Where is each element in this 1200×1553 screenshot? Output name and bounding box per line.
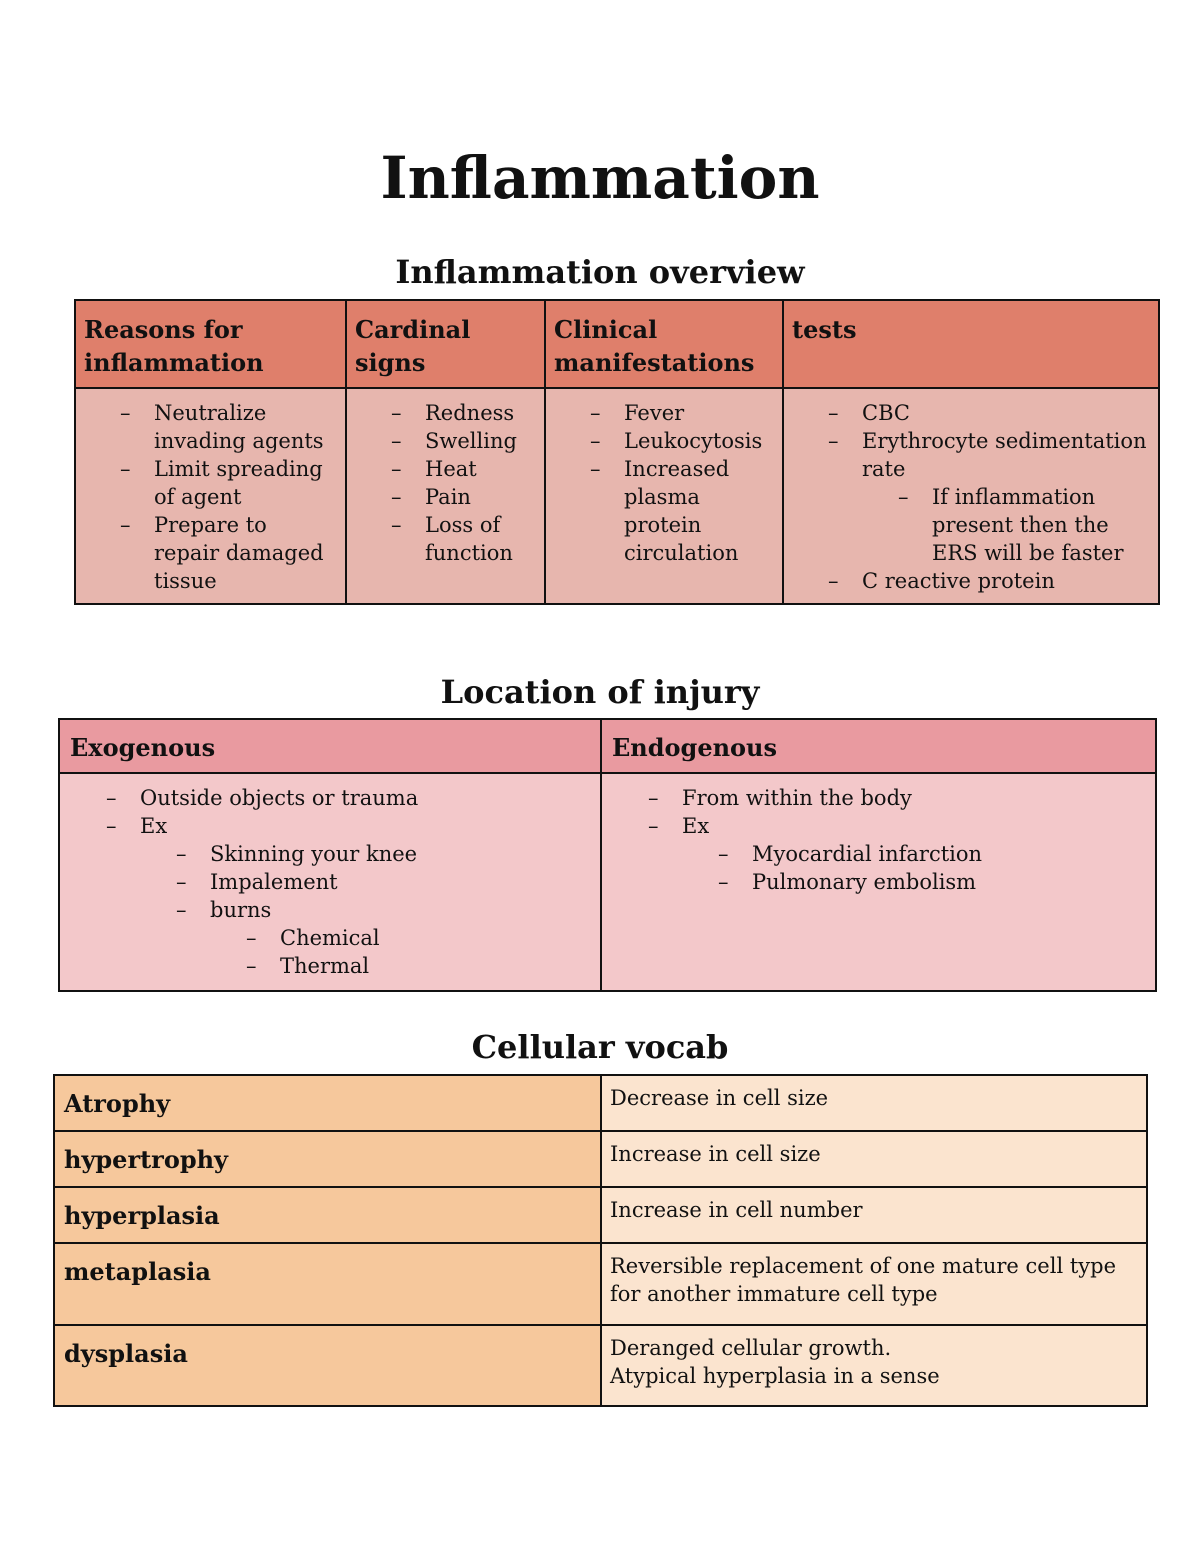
- sub-list-item: [140, 896, 590, 980]
- header-tests: tests: [783, 300, 1159, 388]
- location-body-row: [59, 773, 1156, 991]
- header-cardinal-signs: Cardinal signs: [346, 300, 545, 388]
- list-item: – Heat: [355, 455, 536, 483]
- definition-line: Increase in cell size: [610, 1142, 821, 1166]
- vocab-term: metaplasia: [54, 1243, 601, 1325]
- vocab-term: Atrophy: [54, 1075, 601, 1131]
- vocab-term: dysplasia: [54, 1325, 601, 1406]
- overview-body-row: [75, 388, 1159, 604]
- definition-line: Increase in cell number: [610, 1198, 863, 1222]
- sub-list-item: – Skinning your knee: [140, 840, 590, 868]
- list-item: – Loss of function: [355, 511, 536, 567]
- location-heading: Location of injury: [440, 673, 760, 711]
- exogenous-cell: [59, 773, 601, 991]
- list-item: [792, 427, 1150, 567]
- list-item-text: Ex: [682, 814, 710, 838]
- vocab-definition: [601, 1131, 1147, 1187]
- vocab-definition: [601, 1187, 1147, 1243]
- list-item: – Pain: [355, 483, 536, 511]
- overview-table: [74, 299, 1160, 605]
- list-item: – Outside objects or trauma: [70, 784, 590, 812]
- list-item: – Increased plasma protein circulation: [554, 455, 774, 567]
- sub-list-item: – If inflammation present then the ERS will be faster: [862, 483, 1150, 567]
- overview-header-row: [75, 300, 1159, 388]
- vocab-definition: [601, 1325, 1147, 1406]
- location-header-row: [59, 719, 1156, 773]
- vocab-term: hyperplasia: [54, 1187, 601, 1243]
- table-row: [54, 1075, 1147, 1131]
- list-item: – From within the body: [612, 784, 1145, 812]
- sub-sub-list-item: – Chemical: [210, 924, 590, 952]
- page-title: Inflammation: [380, 144, 820, 212]
- list-item: [70, 812, 590, 980]
- vocab-definition: [601, 1243, 1147, 1325]
- list-item: – Neutralize invading agents: [84, 399, 337, 455]
- sub-sub-list-item: – Thermal: [210, 952, 590, 980]
- list-item: – Prepare to repair damaged tissue: [84, 511, 337, 595]
- vocab-definition: [601, 1075, 1147, 1131]
- location-table: [58, 718, 1157, 992]
- list-item: – Fever: [554, 399, 774, 427]
- vocab-term: hypertrophy: [54, 1131, 601, 1187]
- definition-line: Reversible replacement of one mature cell type: [610, 1254, 1117, 1278]
- list-item: – C reactive protein: [792, 567, 1150, 595]
- list-item: – CBC: [792, 399, 1150, 427]
- definition-line: Atypical hyperplasia in a sense: [610, 1364, 940, 1388]
- table-row: [54, 1187, 1147, 1243]
- list-item-text: Erythrocyte sedimentation rate: [862, 429, 1147, 481]
- tests-cell: [783, 388, 1159, 604]
- cardinal-signs-cell: [346, 388, 545, 604]
- sub-list-item-text: burns: [210, 898, 272, 922]
- table-row: [54, 1243, 1147, 1325]
- clinical-manifestations-cell: [545, 388, 783, 604]
- list-item: [612, 812, 1145, 896]
- list-item: – Swelling: [355, 427, 536, 455]
- list-item: – Leukocytosis: [554, 427, 774, 455]
- list-item: – Limit spreading of agent: [84, 455, 337, 511]
- definition-line: Decrease in cell size: [610, 1086, 829, 1110]
- definition-line: Deranged cellular growth.: [610, 1336, 892, 1360]
- vocab-table: [53, 1074, 1148, 1407]
- header-reasons: Reasons for inflammation: [75, 300, 346, 388]
- sub-list-item: – Myocardial infarction: [682, 840, 1145, 868]
- endogenous-cell: [601, 773, 1156, 991]
- header-endogenous: Endogenous: [601, 719, 1156, 773]
- reasons-cell: [75, 388, 346, 604]
- header-clinical-manifestations: Clinical manifestations: [545, 300, 783, 388]
- table-row: [54, 1325, 1147, 1406]
- definition-line: for another immature cell type: [610, 1282, 938, 1306]
- table-row: [54, 1131, 1147, 1187]
- sub-list-item: – Impalement: [140, 868, 590, 896]
- vocab-heading: Cellular vocab: [471, 1028, 729, 1066]
- overview-heading: Inflammation overview: [395, 253, 805, 291]
- header-exogenous: Exogenous: [59, 719, 601, 773]
- sub-list-item: – Pulmonary embolism: [682, 868, 1145, 896]
- list-item-text: Ex: [140, 814, 168, 838]
- list-item: – Redness: [355, 399, 536, 427]
